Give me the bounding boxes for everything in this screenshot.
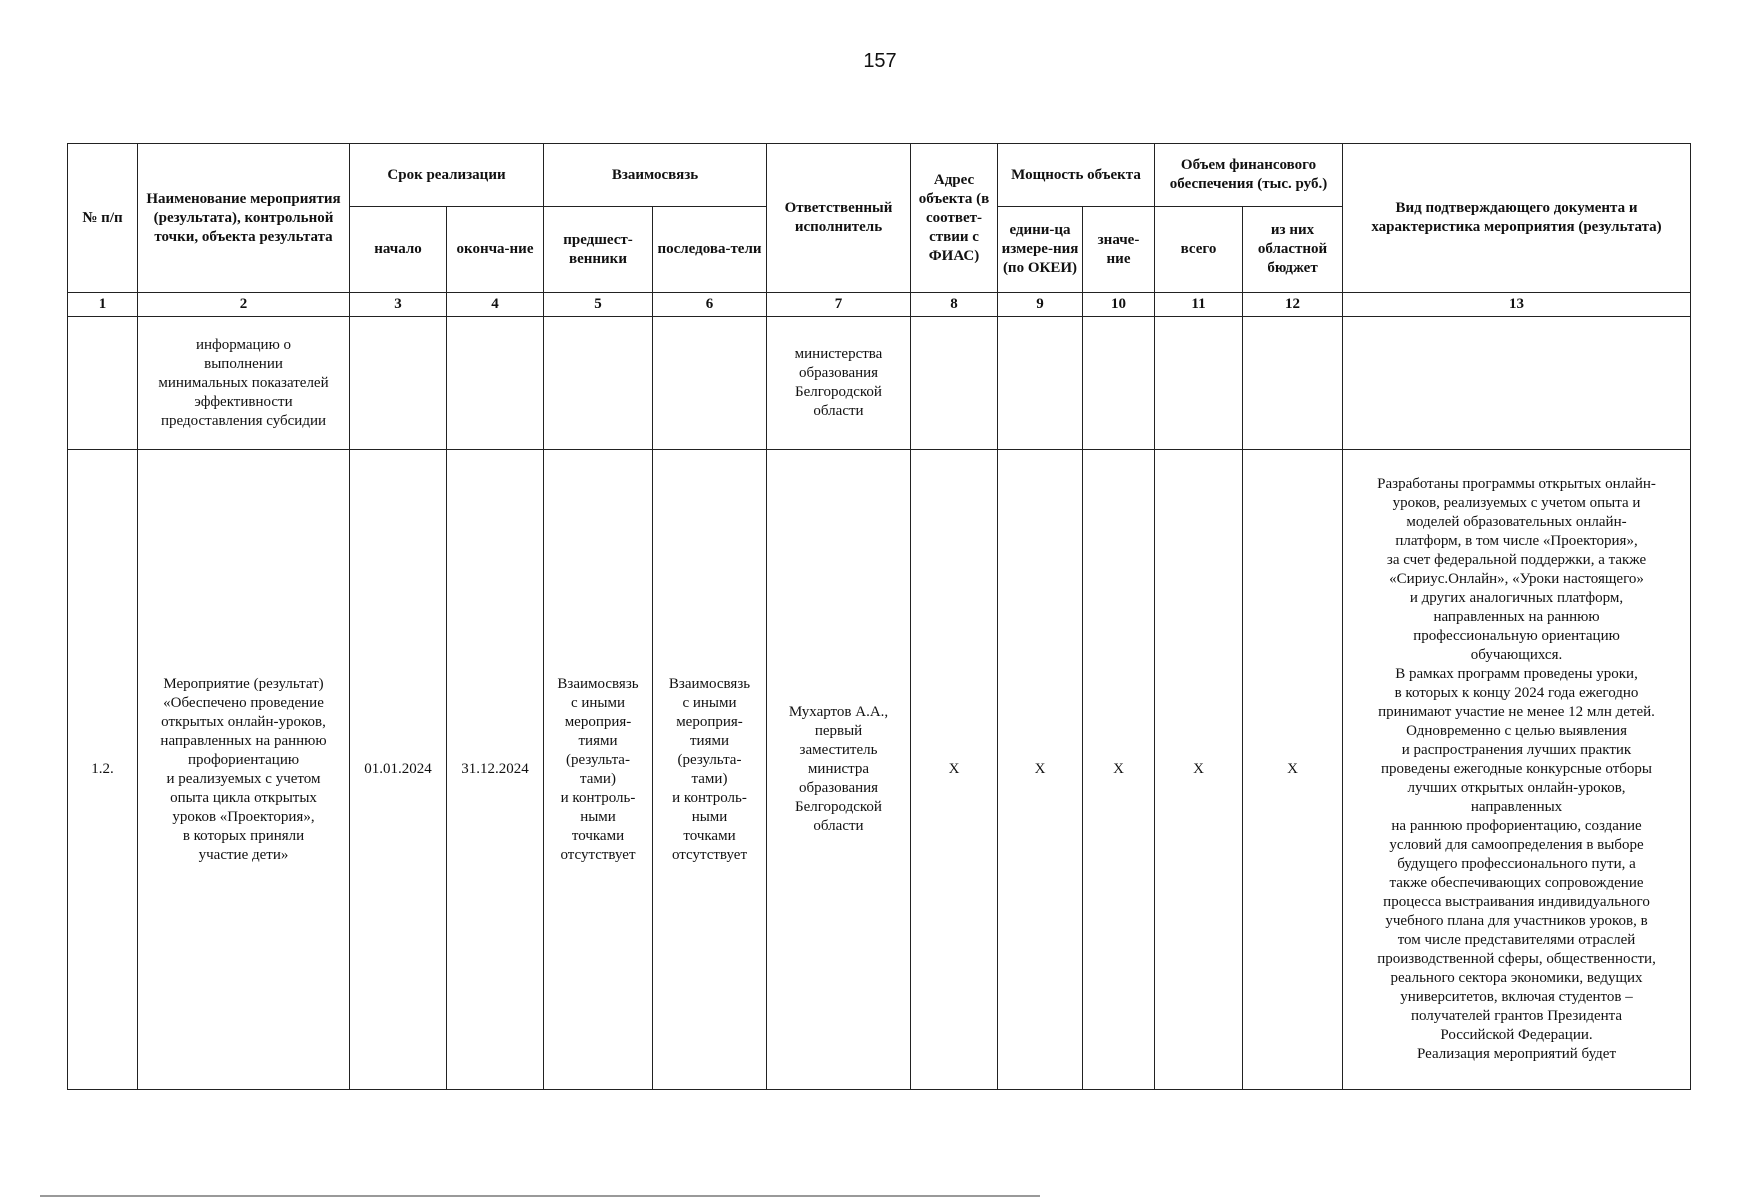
col-number: 2 xyxy=(138,293,350,317)
text-line: лучших открытых онлайн-уроков, xyxy=(1407,780,1626,796)
cont-regional-cell xyxy=(1243,317,1343,450)
cont-value-cell xyxy=(1083,317,1155,450)
text-line: точками xyxy=(683,827,736,844)
header-document: Вид подтверждающего документа и характеристика мероприятия (результата) xyxy=(1343,144,1691,293)
text-line: производственной сферы, общественности, xyxy=(1377,951,1656,967)
table-row xyxy=(68,450,1691,1090)
col-number: 8 xyxy=(911,293,998,317)
text-line: отсутствует xyxy=(671,846,748,863)
text-line: участие дети» xyxy=(198,846,289,863)
row-num: 1.2. xyxy=(68,450,138,1090)
row-start-date: 01.01.2024 xyxy=(350,450,447,1090)
text-line: выполнении xyxy=(204,355,283,372)
text-line: В рамках программ проведены уроки, xyxy=(1395,666,1638,682)
text-line: (результа- xyxy=(677,751,742,768)
text-line: Взаимосвязь xyxy=(668,675,751,692)
text-line: будущего профессионального пути, а xyxy=(1397,856,1636,872)
cont-num-cell xyxy=(68,317,138,450)
column-number-row xyxy=(68,293,1691,317)
text-line: в которых к концу 2024 года ежегодно xyxy=(1394,685,1639,701)
row-total: X xyxy=(1155,450,1243,1090)
col-number: 3 xyxy=(350,293,447,317)
header-predecessors: предшест-венники xyxy=(544,207,653,293)
text-line: на раннюю профориентацию, создание xyxy=(1391,818,1642,834)
text-line: первый xyxy=(814,723,863,739)
row-document-description xyxy=(1343,450,1691,1090)
continuation-row xyxy=(68,317,1691,450)
text-line: тиями xyxy=(578,732,618,749)
text-line: условий для самоопределения в выборе xyxy=(1389,837,1644,853)
header-address: Адрес объекта (в соответ-ствии с ФИАС) xyxy=(911,144,998,293)
text-line: уроков, реализуемых с учетом опыта и xyxy=(1392,495,1641,511)
row-end-date: 31.12.2024 xyxy=(447,450,544,1090)
text-line: и контроль- xyxy=(672,789,747,806)
header-value: значе-ние xyxy=(1083,207,1155,293)
row-value: X xyxy=(1083,450,1155,1090)
header-finance: Объем финансового обеспечения (тыс. руб.) xyxy=(1155,144,1343,207)
text-line: процесса выстраивания индивидуального xyxy=(1383,894,1650,910)
bottom-rule xyxy=(40,1195,1040,1197)
text-line: в которых приняли xyxy=(182,827,305,844)
text-line: за счет федеральной поддержки, а также xyxy=(1386,552,1647,568)
text-line: министерства xyxy=(794,346,883,362)
header-period: Срок реализации xyxy=(350,144,544,207)
text-line: Белгородской xyxy=(795,384,882,400)
text-line: (результа- xyxy=(566,751,630,768)
header-name: Наименование мероприятия (результата), контрольной точки, объекта результата xyxy=(138,144,350,293)
text-line: и контроль- xyxy=(560,789,636,806)
text-line: уроков «Проектория», xyxy=(172,808,315,825)
col-number: 12 xyxy=(1243,293,1343,317)
text-line: тами) xyxy=(580,770,616,787)
cont-start-cell xyxy=(350,317,447,450)
text-line: том числе представителями отраслей xyxy=(1397,932,1636,948)
header-responsible: Ответственный исполнитель xyxy=(767,144,911,293)
text-line: направленных на раннюю xyxy=(160,732,327,749)
cont-total-cell xyxy=(1155,317,1243,450)
text-line: профориентацию xyxy=(187,751,300,768)
text-line: ными xyxy=(580,808,616,825)
text-line: отсутствует xyxy=(560,846,636,863)
page-number: 157 xyxy=(863,50,897,72)
text-line: образования xyxy=(798,780,879,796)
text-line: Реализация мероприятий будет xyxy=(1417,1046,1617,1062)
text-line: предоставления субсидии xyxy=(160,412,327,429)
text-line: заместитель xyxy=(799,742,878,758)
text-line: моделей образовательных онлайн- xyxy=(1406,514,1627,530)
text-line: Мухартов А.А., xyxy=(788,704,889,720)
text-line: области xyxy=(813,818,864,834)
col-number: 10 xyxy=(1083,293,1155,317)
text-line: Российской Федерации. xyxy=(1440,1027,1593,1043)
text-line: платформ, в том числе «Проектория», xyxy=(1395,533,1638,549)
text-line: и реализуемых с учетом xyxy=(166,770,321,787)
text-line: также обеспечивающих сопровождение xyxy=(1389,875,1644,891)
col-number: 5 xyxy=(544,293,653,317)
cont-succ-cell xyxy=(653,317,767,450)
text-line: Одновременно с целью выявления xyxy=(1406,723,1627,739)
text-line: информацию о xyxy=(195,336,292,353)
text-line: минимальных показателей xyxy=(158,374,329,391)
text-line: Мероприятие (результат) xyxy=(163,675,324,692)
header-link: Взаимосвязь xyxy=(544,144,767,207)
col-number: 7 xyxy=(767,293,911,317)
row-responsible xyxy=(767,450,911,1090)
text-line: точками xyxy=(571,827,625,844)
row-address: X xyxy=(911,450,998,1090)
row-successors xyxy=(653,450,767,1090)
text-line: получателей грантов Президента xyxy=(1410,1008,1623,1024)
text-line: с иными xyxy=(570,694,626,711)
text-line: и распространения лучших практик xyxy=(1401,742,1632,758)
text-line: направленных на раннюю xyxy=(1433,609,1600,625)
text-line: учебного плана для участников уроков, в xyxy=(1385,913,1648,929)
cont-responsible-cell xyxy=(767,317,911,450)
text-line: направленных xyxy=(1470,799,1563,815)
text-line: «Сириус.Онлайн», «Уроки настоящего» xyxy=(1389,571,1644,587)
text-line: тиями xyxy=(689,732,729,749)
header-num: № п/п xyxy=(68,144,138,293)
text-line: открытых онлайн-уроков, xyxy=(161,713,326,730)
text-line: мероприя- xyxy=(676,713,743,730)
text-line: Взаимосвязь xyxy=(557,675,639,692)
text-line: Белгородской xyxy=(795,799,882,815)
text-line: тами) xyxy=(691,770,728,787)
cont-unit-cell xyxy=(998,317,1083,450)
text-line: университетов, включая студентов – xyxy=(1400,989,1633,1005)
text-line: эффективности xyxy=(194,393,293,410)
col-number: 6 xyxy=(653,293,767,317)
text-line: области xyxy=(813,403,864,419)
cont-end-cell xyxy=(447,317,544,450)
text-line: ными xyxy=(691,808,728,825)
cont-pred-cell xyxy=(544,317,653,450)
header-successors: последова-тели xyxy=(653,207,767,293)
text-line: обучающихся. xyxy=(1470,647,1563,663)
text-line: с иными xyxy=(682,694,737,711)
text-line: министра xyxy=(807,761,870,777)
col-number: 11 xyxy=(1155,293,1243,317)
col-number: 9 xyxy=(998,293,1083,317)
header-end: оконча-ние xyxy=(447,207,544,293)
cont-address-cell xyxy=(911,317,998,450)
header-unit: едини-ца измере-ния (по ОКЕИ) xyxy=(998,207,1083,293)
header-total: всего xyxy=(1155,207,1243,293)
row-regional: X xyxy=(1243,450,1343,1090)
text-line: образования xyxy=(798,365,879,381)
text-line: профессиональную ориентацию xyxy=(1413,628,1620,644)
row-predecessors xyxy=(544,450,653,1090)
text-line: опыта цикла открытых xyxy=(170,789,317,806)
plan-table xyxy=(67,143,1691,1090)
cont-document-cell xyxy=(1343,317,1691,450)
text-line: проведены ежегодные конкурсные отборы xyxy=(1381,761,1652,777)
col-number: 1 xyxy=(68,293,138,317)
text-line: мероприя- xyxy=(564,713,632,730)
text-line: реального сектора экономики, ведущих xyxy=(1390,970,1643,986)
col-number: 4 xyxy=(447,293,544,317)
row-unit: X xyxy=(998,450,1083,1090)
row-name xyxy=(138,450,350,1090)
header-power: Мощность объекта xyxy=(998,144,1155,207)
cont-name-cell xyxy=(138,317,350,450)
text-line: Разработаны программы открытых онлайн- xyxy=(1377,476,1656,492)
text-line: и других аналогичных платформ, xyxy=(1409,590,1624,606)
header-start: начало xyxy=(350,207,447,293)
header-regional: из них областной бюджет xyxy=(1243,207,1343,293)
text-line: «Обеспечено проведение xyxy=(163,694,324,711)
col-number: 13 xyxy=(1343,293,1691,317)
text-line: принимают участие не менее 12 млн детей. xyxy=(1378,704,1655,720)
